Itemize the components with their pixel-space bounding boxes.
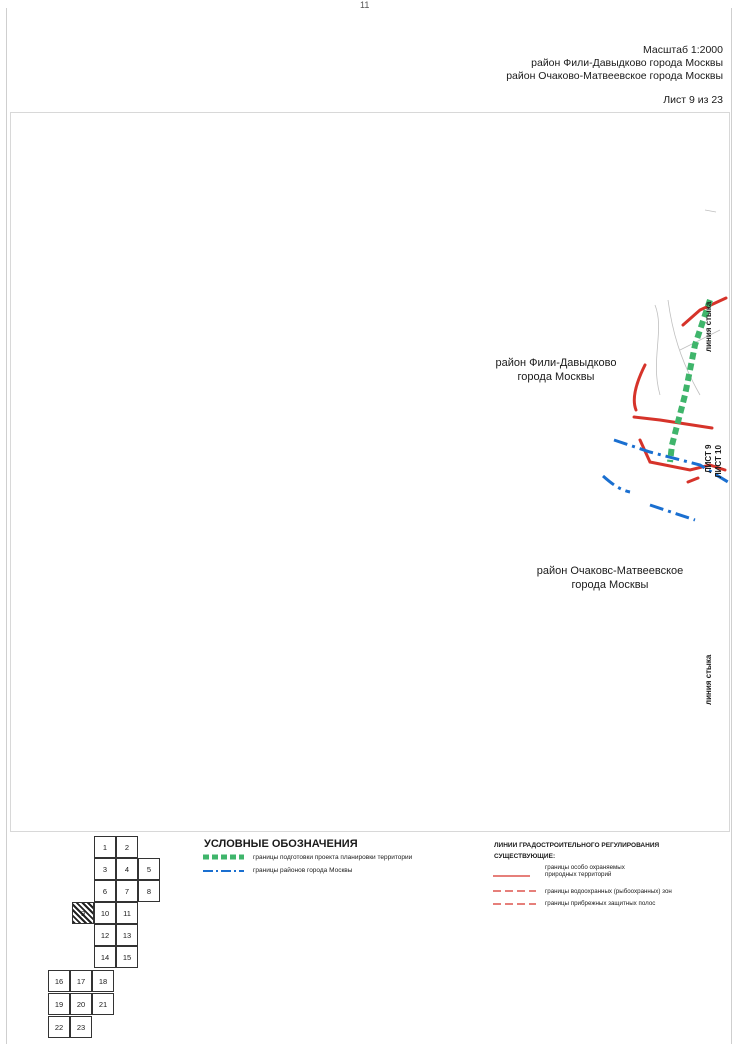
grid-cell-21[interactable]: 21 <box>92 993 114 1015</box>
grid-cell-22[interactable]: 22 <box>48 1016 70 1038</box>
page-number-mark: 11 <box>360 0 370 10</box>
sheet-number: Лист 9 из 23 <box>663 94 723 106</box>
grid-cell-19[interactable]: 19 <box>48 993 70 1015</box>
joint-line-label-upper: линия стыка <box>704 301 713 352</box>
grid-cell-9-current[interactable]: 9 <box>72 902 94 924</box>
grid-cell-23[interactable]: 23 <box>70 1016 92 1038</box>
regulation-item-coastal: границы прибрежных защитных полос <box>545 900 656 907</box>
grid-cell-7[interactable]: 7 <box>116 880 138 902</box>
joint-line-label-lower: линия стыка <box>704 654 713 705</box>
grid-cell-16[interactable]: 16 <box>48 970 70 992</box>
legend-panel <box>190 830 480 890</box>
scale-label: Масштаб 1:2000 <box>643 44 723 56</box>
district-label-ochakovo-line1: район Очаковс-Матвеевское <box>536 565 684 577</box>
district-label-fili <box>476 356 636 384</box>
grid-cell-20[interactable]: 20 <box>70 993 92 1015</box>
grid-cell-17[interactable]: 17 <box>70 970 92 992</box>
grid-cell-18[interactable]: 18 <box>92 970 114 992</box>
grid-cell-2[interactable]: 2 <box>116 836 138 858</box>
grid-cell-4[interactable]: 4 <box>116 858 138 880</box>
district-title-1: район Фили-Давыдково города Москвы <box>531 57 723 69</box>
legend-item-planning <box>253 854 412 861</box>
regulation-legend <box>482 830 722 920</box>
sheet-9-label: ЛИСТ 9 <box>704 444 713 473</box>
grid-cell-1[interactable]: 1 <box>94 836 116 858</box>
grid-cell-14[interactable]: 14 <box>94 946 116 968</box>
legend-item-districts <box>253 867 352 874</box>
grid-cell-5[interactable]: 5 <box>138 858 160 880</box>
district-label-fili-line1: район Фили-Давыдково <box>495 357 617 369</box>
grid-cell-13[interactable]: 13 <box>116 924 138 946</box>
legend-item-planning-text: границы подготовки проекта планировки территории <box>253 854 413 861</box>
grid-cell-3[interactable]: 3 <box>94 858 116 880</box>
legend-item-districts-text: границы районов города Москвы <box>253 867 353 874</box>
grid-cell-10[interactable]: 10 <box>94 902 116 924</box>
regulation-title: ЛИНИИ ГРАДОСТРОИТЕЛЬНОГО РЕГУЛИРОВАНИЯ <box>494 842 660 849</box>
district-label-ochakovo-line2: города Москвы <box>571 579 649 591</box>
grid-cell-12[interactable]: 12 <box>94 924 116 946</box>
regulation-item-protected: границы особо охраняемых природных территорий <box>545 864 625 878</box>
regulation-subtitle: СУЩЕСТВУЮЩИЕ: <box>494 853 556 860</box>
regulation-item-water-zone: границы водоохранных (рыбоохранных) зон <box>545 888 672 895</box>
sheet-10-label: ЛИСТ 10 <box>714 445 723 478</box>
legend-title: УСЛОВНЫЕ ОБОЗНАЧЕНИЯ <box>204 838 358 850</box>
grid-cell-6[interactable]: 6 <box>94 880 116 902</box>
district-title-2: район Очаково-Матвеевское города Москвы <box>506 70 723 82</box>
district-label-ochakovo <box>520 564 700 592</box>
grid-cell-8[interactable]: 8 <box>138 880 160 902</box>
district-label-fili-line2: города Москвы <box>517 371 595 383</box>
grid-cell-11[interactable]: 11 <box>116 902 138 924</box>
grid-cell-15[interactable]: 15 <box>116 946 138 968</box>
